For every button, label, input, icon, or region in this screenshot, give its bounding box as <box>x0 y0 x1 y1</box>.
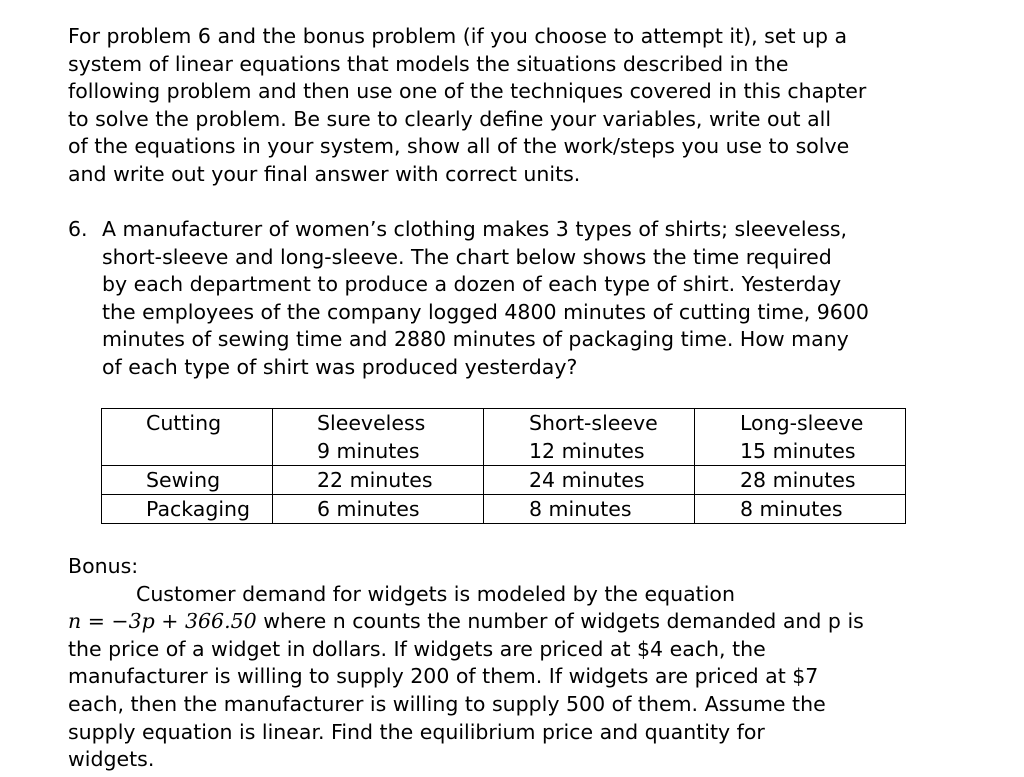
bonus-text-fragment: where n counts the number of widgets demanded and p is <box>256 609 864 634</box>
problem-6-first-line <box>68 216 968 244</box>
cell-value: 8 minutes <box>529 497 632 521</box>
table-row <box>102 466 906 495</box>
sleeveless-column <box>273 409 484 466</box>
problem-text-line: minutes of sewing time and 2880 minutes of packaging time. How many <box>102 327 849 352</box>
table-cell: 12 minutes <box>529 439 645 463</box>
bonus-text-line: manufacturer is willing to supply 200 of them. If widgets are priced at $7 <box>68 664 819 689</box>
bonus-text-line: supply equation is linear. Find the equilibrium price and quantity for <box>68 719 765 744</box>
department-time-table <box>101 408 906 524</box>
table-cell <box>484 466 695 495</box>
bonus-text-line: widgets. <box>68 747 155 772</box>
table-corner-cell <box>102 409 273 466</box>
instructions-line: of the equations in your system, show all of the work/steps you use to solve <box>68 134 850 159</box>
header-cell: Long-sleeve <box>740 411 864 435</box>
table-cell <box>273 495 484 524</box>
bonus-text-line: Customer demand for widgets is modeled by the equation <box>136 581 735 606</box>
table-cell: 9 minutes <box>317 439 420 463</box>
cell-value: 22 minutes <box>317 468 433 492</box>
table-cell <box>695 466 906 495</box>
short-sleeve-column <box>484 409 695 466</box>
row-label: Sewing <box>146 468 221 492</box>
bonus-text-line: the price of a widget in dollars. If widgets are priced at $4 each, the <box>68 636 766 661</box>
table-cell <box>484 495 695 524</box>
cell-value: 8 minutes <box>740 497 843 521</box>
long-sleeve-column <box>695 409 906 466</box>
bonus-heading: Bonus: <box>68 554 139 578</box>
bonus-problem <box>68 553 968 774</box>
table-cell <box>273 466 484 495</box>
problem-text-line: short-sleeve and long-sleeve. The chart below shows the time required <box>102 244 832 269</box>
problem-number: 6. <box>68 217 88 241</box>
problem-text-line: A manufacturer of women’s clothing makes 3 types of shirts; sleeveless, <box>102 217 848 241</box>
problem-text-line: of each type of shirt was produced yesterday? <box>102 354 578 379</box>
row-header-cell <box>102 466 273 495</box>
cell-value: 28 minutes <box>740 468 856 492</box>
bonus-equation-line <box>68 608 968 636</box>
problem-text-line: by each department to produce a dozen of each type of shirt. Yesterday <box>102 272 842 297</box>
row-label: Packaging <box>146 497 251 521</box>
demand-equation: n = −3p + 366.50 <box>68 609 257 634</box>
header-cell: Short-sleeve <box>529 411 658 435</box>
header-cell: Sleeveless <box>317 411 426 435</box>
instructions-line: to solve the problem. Be sure to clearly define your variables, write out all <box>68 106 832 131</box>
problem-text-line: the employees of the company logged 4800 minutes of cutting time, 9600 <box>102 299 869 324</box>
instructions-line: and write out your final answer with correct units. <box>68 161 581 186</box>
table-header-row <box>102 409 906 466</box>
table-cell: 15 minutes <box>740 439 856 463</box>
bonus-text-line: each, then the manufacturer is willing to supply 500 of them. Assume the <box>68 691 826 716</box>
table-cell <box>695 495 906 524</box>
row-label: Cutting <box>146 411 222 435</box>
cell-value: 24 minutes <box>529 468 645 492</box>
instructions-line: following problem and then use one of the techniques covered in this chapter <box>68 79 867 104</box>
instructions-paragraph <box>68 23 968 189</box>
problem-6 <box>68 216 968 382</box>
row-header-cell <box>102 495 273 524</box>
instructions-line: system of linear equations that models the situations described in the <box>68 51 789 76</box>
instructions-line: For problem 6 and the bonus problem (if you choose to attempt it), set up a <box>68 24 848 48</box>
cell-value: 6 minutes <box>317 497 420 521</box>
table-row <box>102 495 906 524</box>
